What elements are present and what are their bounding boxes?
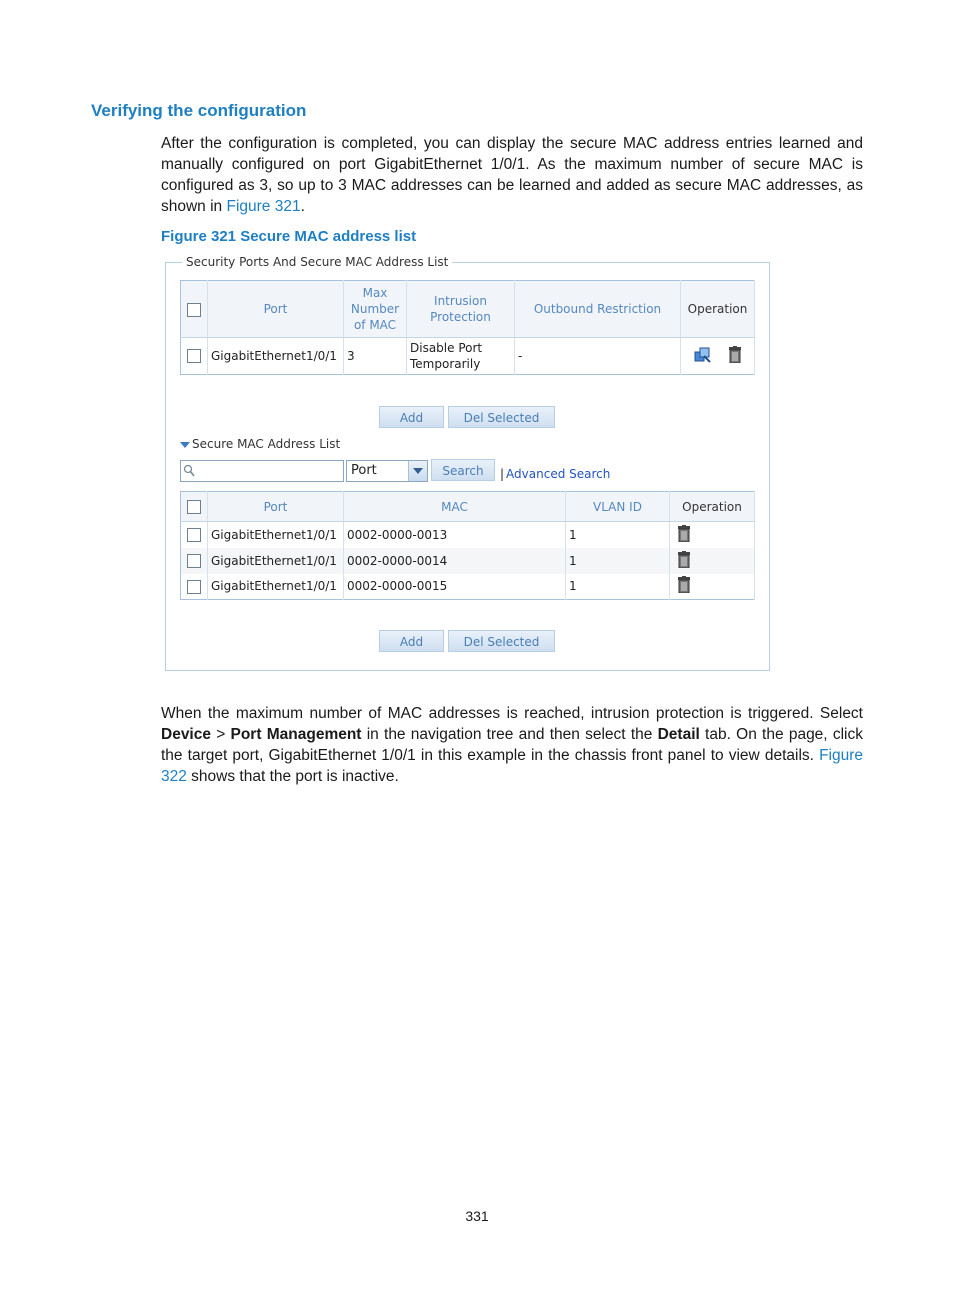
outbound-cell: - (515, 338, 681, 375)
figure-322-link[interactable]: Figure 322 (161, 747, 863, 785)
search-button[interactable]: Search (431, 459, 495, 481)
chevron-down-icon (408, 461, 427, 481)
figure-321-link[interactable]: Figure 321 (226, 198, 301, 215)
table-row (181, 574, 755, 600)
intro-paragraph: After the configuration is completed, you can display the secure MAC address entries learned and manually configured on port GigabitEthernet 1/0/1. As the maximum number of secure MAC is configured as 3, so up to 3 MAC addresses can be learned and added as secure MAC addresses, as shown in Figure 321. (161, 135, 863, 215)
page-number: 331 (465, 1208, 489, 1224)
row-checkbox[interactable] (187, 554, 201, 568)
row-select-cell[interactable] (181, 338, 208, 375)
operation-cell (670, 574, 755, 600)
port-header: Port (208, 281, 344, 338)
ports-header-row (181, 281, 755, 338)
security-ports-table (180, 280, 755, 375)
port-cell: GigabitEthernet1/0/1 (208, 338, 344, 375)
mac-cell: 0002-0000-0015 (344, 574, 566, 600)
table-row (181, 548, 755, 574)
mac-header-row (181, 492, 755, 522)
table-row (181, 522, 755, 548)
secure-mac-table (180, 491, 755, 600)
select-all-checkbox[interactable] (187, 303, 201, 317)
mac-header: MAC (344, 492, 566, 522)
row-checkbox[interactable] (187, 580, 201, 594)
mac-cell: 0002-0000-0014 (344, 548, 566, 574)
row-select-cell[interactable] (181, 574, 208, 600)
port-cell: GigabitEthernet1/0/1 (208, 548, 344, 574)
add-button[interactable]: Add (379, 406, 444, 428)
mac-cell: 0002-0000-0013 (344, 522, 566, 548)
vlan-header: VLAN ID (566, 492, 670, 522)
row-checkbox[interactable] (187, 528, 201, 542)
del-selected-button[interactable]: Del Selected (448, 406, 555, 428)
del-selected-button-bottom[interactable]: Del Selected (448, 630, 555, 652)
outbound-header: Outbound Restriction (515, 281, 681, 338)
operation-cell (670, 548, 755, 574)
intrusion-cell: Disable Port Temporarily (407, 338, 515, 375)
select-all-checkbox[interactable] (187, 500, 201, 514)
row-select-cell[interactable] (181, 548, 208, 574)
port-cell: GigabitEthernet1/0/1 (208, 574, 344, 600)
add-button-bottom[interactable]: Add (379, 630, 444, 652)
max-cell: 3 (344, 338, 407, 375)
search-icon (183, 464, 195, 481)
outro-paragraph: When the maximum number of MAC addresses is reached, intrusion protection is triggered. Select Device > Port Management in the navigation tree and then select the Detail tab. On the page, click the target port, GigabitEthernet 1/0/1 in this example in the chassis front panel to view details. Figure 322 shows that the port is inactive. (161, 705, 863, 785)
operation-cell (670, 522, 755, 548)
section-heading: Verifying the configuration (91, 101, 307, 120)
delete-icon[interactable] (678, 576, 690, 596)
vlan-cell: 1 (566, 522, 670, 548)
row-select-cell[interactable] (181, 522, 208, 548)
delete-icon[interactable] (678, 525, 690, 545)
mac-list-toggle[interactable]: Secure MAC Address List (180, 437, 340, 451)
search-field-select[interactable]: Port (346, 460, 428, 482)
figure-caption: Figure 321 Secure MAC address list (161, 228, 417, 245)
operation-header: Operation (681, 281, 755, 338)
mac-operation-header: Operation (670, 492, 755, 522)
operation-cell (681, 338, 755, 375)
fieldset-legend: Security Ports And Secure MAC Address List (182, 255, 452, 269)
edit-icon[interactable] (694, 347, 712, 366)
advanced-search-link[interactable]: | Advanced Search (500, 467, 611, 481)
max-mac-header: Max Number of MAC (344, 281, 407, 338)
port-cell: GigabitEthernet1/0/1 (208, 522, 344, 548)
delete-icon[interactable] (729, 346, 741, 366)
mac-select-all-cell[interactable] (181, 492, 208, 522)
secure-mac-screenshot (165, 255, 770, 671)
search-input[interactable] (180, 460, 344, 482)
vlan-cell: 1 (566, 574, 670, 600)
delete-icon[interactable] (678, 551, 690, 571)
table-row (181, 338, 755, 375)
row-checkbox[interactable] (187, 349, 201, 363)
vlan-cell: 1 (566, 548, 670, 574)
select-all-cell[interactable] (181, 281, 208, 338)
intrusion-header: Intrusion Protection (407, 281, 515, 338)
collapse-triangle-icon (180, 442, 190, 448)
mac-port-header: Port (208, 492, 344, 522)
